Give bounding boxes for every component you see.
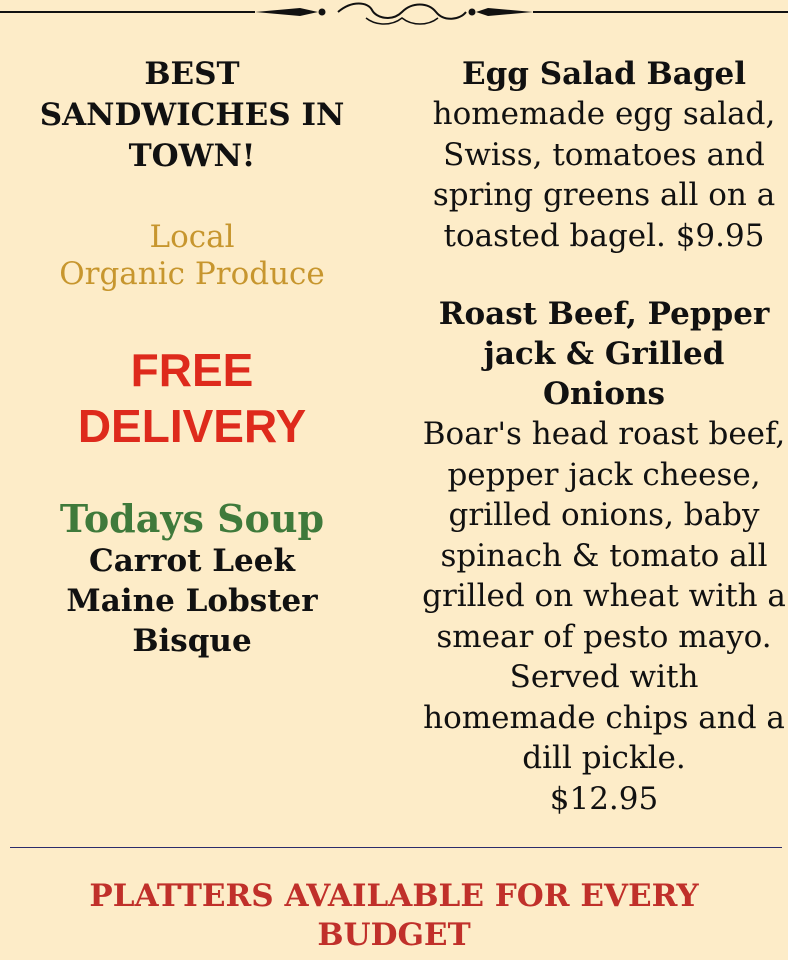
menu-item-roast-beef bbox=[420, 294, 788, 819]
delivery-line: DELIVERY bbox=[77, 400, 307, 452]
local-produce-text bbox=[10, 219, 374, 293]
menu-item-name: Egg Salad Bagel bbox=[461, 56, 747, 92]
soup-item: Carrot Leek bbox=[89, 543, 295, 579]
organic-produce-line: Organic Produce bbox=[59, 256, 325, 292]
menu-item-name: Roast Beef, Pepper jack & Grilled Onions bbox=[438, 296, 770, 412]
soup-item: Bisque bbox=[132, 623, 252, 659]
section-divider bbox=[10, 847, 782, 848]
promo-column bbox=[10, 54, 374, 661]
soup-item: Maine Lobster bbox=[66, 583, 318, 619]
top-ornament-divider bbox=[0, 0, 788, 30]
menu-item-egg-salad-bagel bbox=[420, 54, 788, 256]
free-line: FREE bbox=[130, 344, 254, 396]
local-line: Local bbox=[149, 219, 235, 255]
menu-item-description: Boar's head roast beef, pepper jack cheese, grilled onions, baby spinach & tomato all grilled on wheat with a smear of pesto mayo. Served with homemade chips and a dill pickle. bbox=[422, 416, 786, 776]
platters-footer: PLATTERS AVAILABLE FOR EVERY BUDGET bbox=[89, 878, 699, 953]
promo-title: BEST SANDWICHES IN TOWN! bbox=[39, 56, 345, 174]
soup-heading: Todays Soup bbox=[59, 496, 325, 541]
menu-item-description: homemade egg salad, Swiss, tomatoes and spring greens all on a toasted bagel. $9.95 bbox=[432, 96, 776, 254]
menu-item-price: $12.95 bbox=[549, 780, 659, 817]
free-delivery-text bbox=[10, 342, 374, 454]
menu-column bbox=[420, 54, 788, 819]
